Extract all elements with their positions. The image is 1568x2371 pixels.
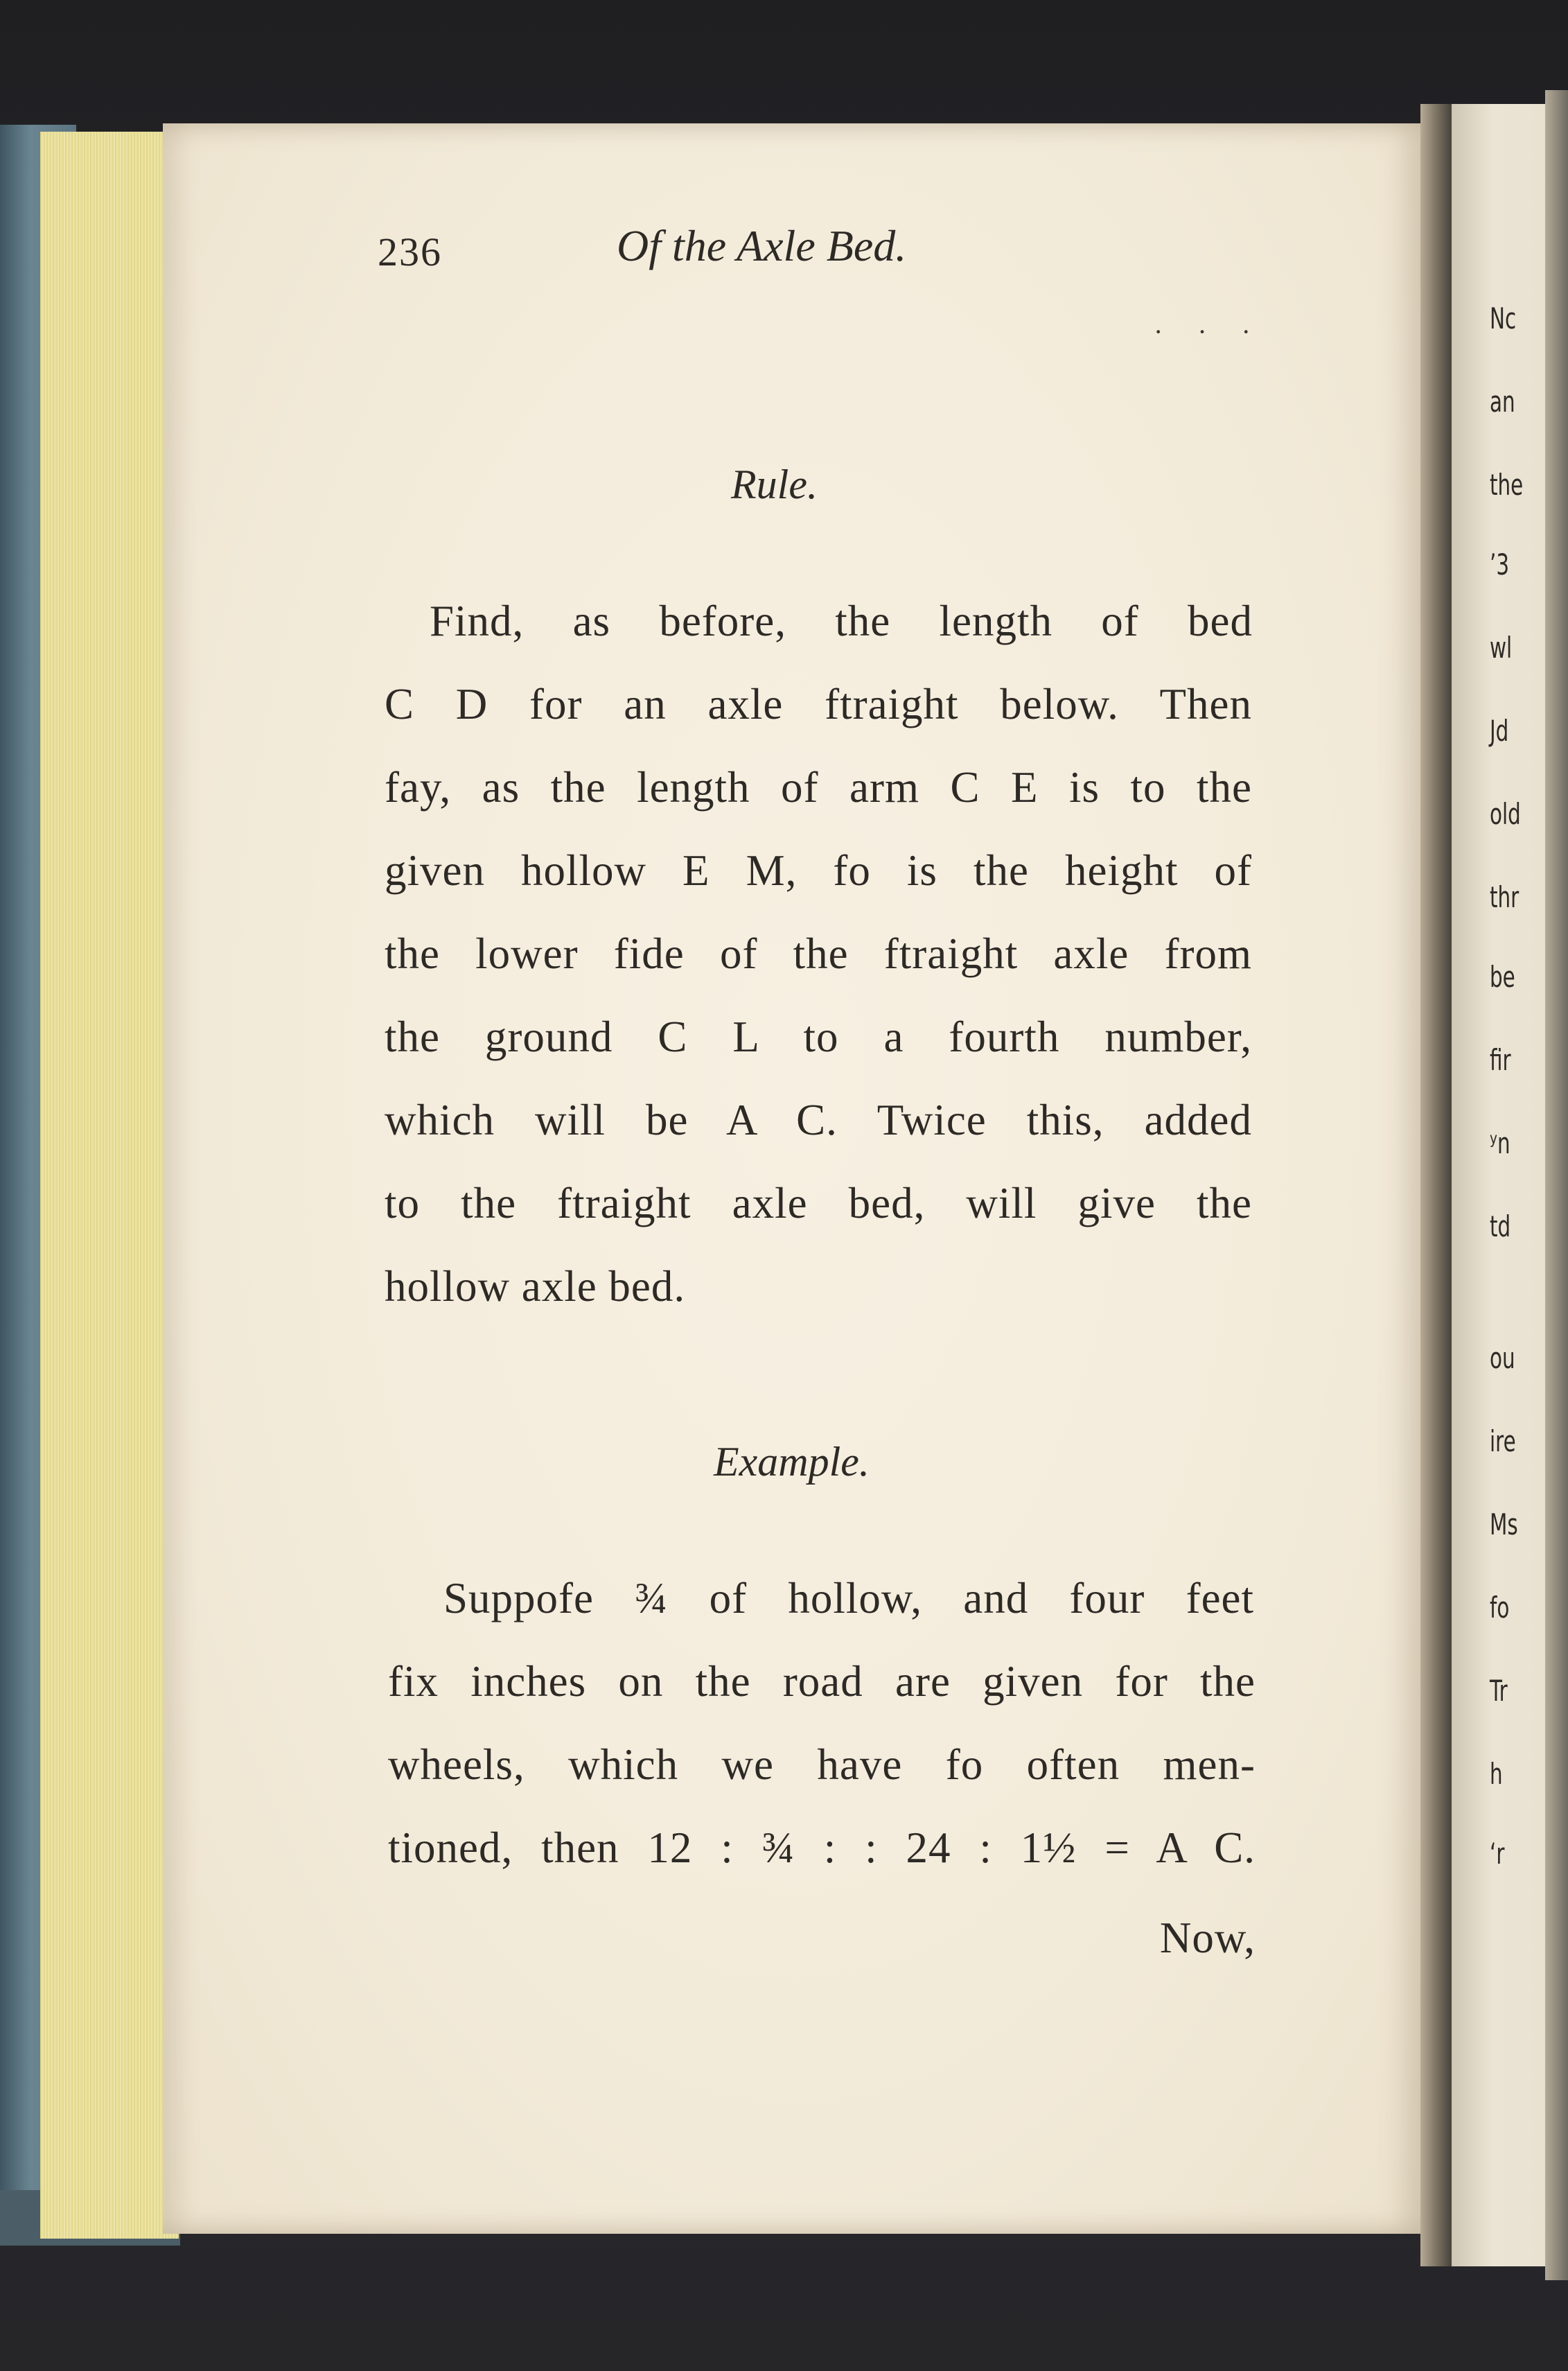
rule-line: the lower fide of the ftraight axle from	[385, 929, 1252, 978]
book-gutter	[1420, 104, 1455, 2266]
example-line: Suppofe ¾ of hollow, and four feet	[443, 1574, 1254, 1622]
rule-line: fay, as the length of arm C E is to the	[385, 763, 1252, 812]
example-line: fix inches on the road are given for the	[388, 1657, 1256, 1706]
rule-line: which will be A C. Twice this, added	[385, 1096, 1252, 1144]
facing-page-fragment: ʻr	[1490, 1837, 1505, 1871]
facing-page-fragment: be	[1490, 960, 1515, 994]
running-title: Of the Axle Bed.	[617, 221, 907, 270]
facing-page-fragment: old	[1490, 797, 1521, 831]
facing-page-fragment: h	[1490, 1757, 1503, 1791]
facing-page-fragment: ire	[1490, 1424, 1516, 1458]
facing-page-fragment: fir	[1490, 1043, 1511, 1077]
rule-line: C D for an axle ftraight below. Then	[385, 680, 1252, 728]
rule-line: hollow axle bed.	[385, 1262, 686, 1311]
page-number: 236	[378, 229, 442, 274]
facing-page-fragment: Ms	[1490, 1507, 1518, 1541]
facing-page-fragment: ou	[1490, 1341, 1515, 1375]
facing-page-fragment: ʸn	[1490, 1126, 1510, 1160]
example-line: tioned, then 12 : ¾ : : 24 : 1½ = A C.	[388, 1823, 1256, 1872]
rule-line: the ground C L to a fourth number,	[385, 1013, 1252, 1061]
rule-line: Find, as before, the length of bed	[430, 597, 1253, 645]
facing-page-fragment: Tr	[1490, 1674, 1508, 1708]
facing-page-edge	[1545, 90, 1568, 2280]
facing-page-fragment: thr	[1490, 880, 1519, 914]
example-heading: Example.	[714, 1439, 870, 1485]
facing-page-fragment: the	[1490, 468, 1524, 502]
facing-page-fragment: Nc	[1490, 301, 1517, 335]
facing-page-fragment: Jd	[1490, 714, 1509, 748]
rule-line: to the ftraight axle bed, will give the	[385, 1179, 1252, 1227]
facing-page-fragment: an	[1490, 385, 1515, 419]
facing-page-fragment: wl	[1490, 631, 1513, 665]
example-line: wheels, which we have fo often men-	[388, 1740, 1256, 1789]
rule-heading: Rule.	[731, 462, 818, 507]
ink-specks: · · ·	[1154, 316, 1265, 347]
facing-page-fragment: td	[1490, 1209, 1511, 1243]
catchword: Now,	[1159, 1914, 1256, 1962]
facing-page-fragment: fo	[1490, 1591, 1510, 1625]
facing-page-fragment: ʼ3	[1490, 548, 1510, 581]
page-edges	[40, 132, 179, 2239]
rule-line: given hollow E M, fo is the height of	[385, 846, 1252, 895]
